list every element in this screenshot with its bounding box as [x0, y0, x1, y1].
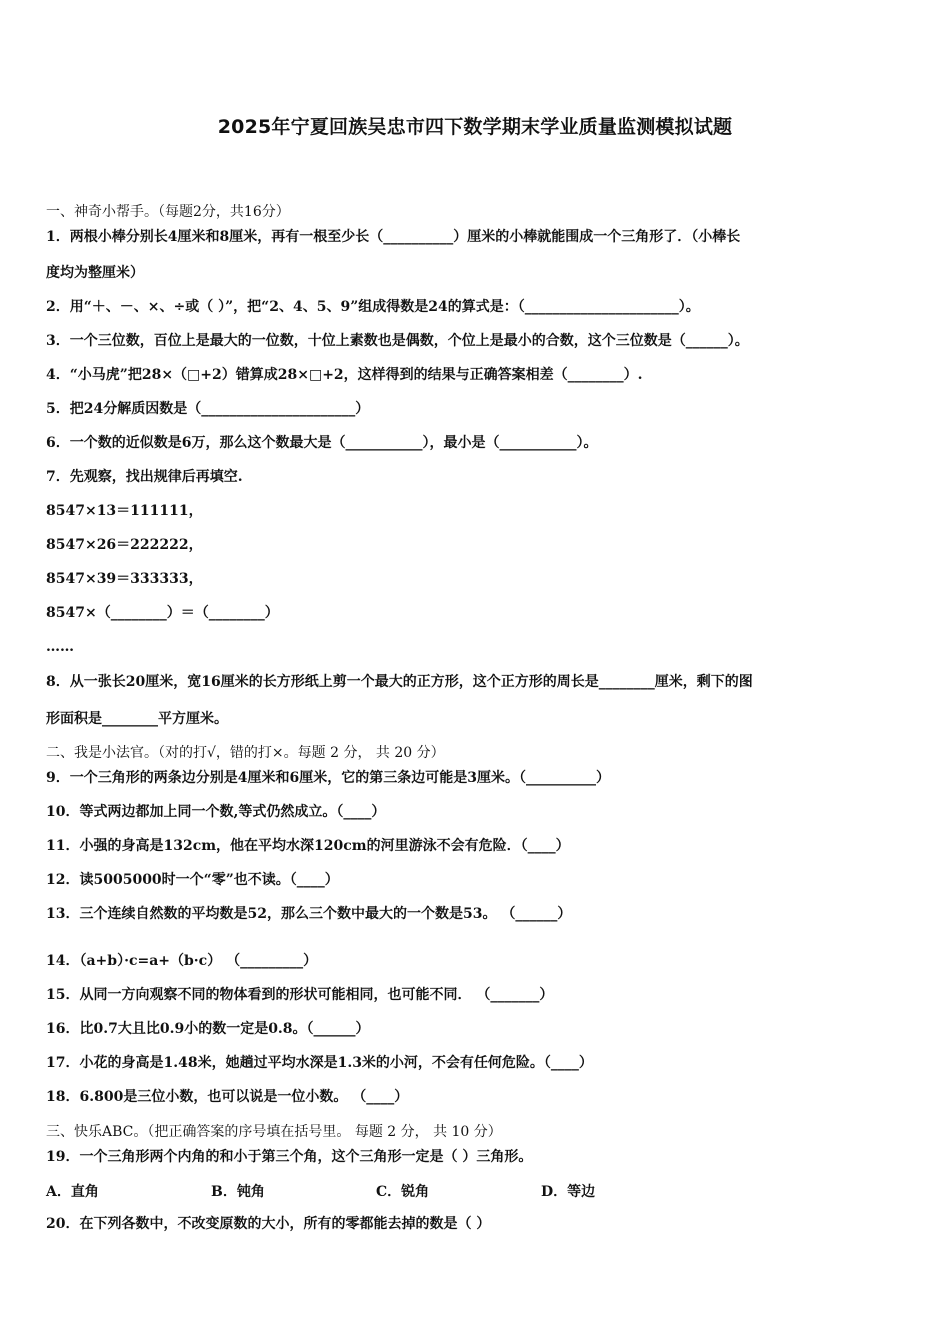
question-20: 20．在下列各数中，不改变原数的大小，所有的零都能去掉的数是（ ） [46, 1216, 491, 1232]
question-8-line-2: 形面积是________平方厘米。 [46, 711, 228, 727]
question-19-option-c: C．锐角 [376, 1184, 430, 1200]
question-10: 10．等式两边都加上同一个数,等式仍然成立。（____） [46, 804, 386, 820]
question-13: 13．三个连续自然数的平均数是52，那么三个数中最大的一个数是53。 （______） [46, 906, 572, 922]
question-17: 17．小花的身高是1.48米，她趟过平均水深是1.3米的小河，不会有任何危险。（____） [46, 1055, 593, 1071]
question-12: 12．读5005000时一个“零”也不读。（____） [46, 872, 339, 888]
question-5: 5．把24分解质因数是（______________________） [46, 401, 370, 417]
question-7-ellipsis: …… [46, 639, 74, 655]
question-19: 19．一个三角形两个内角的和小于第三个角，这个三角形一定是（ ）三角形。 [46, 1149, 533, 1165]
question-14: 14．（a+b）·c=a+（b·c） （_________） [46, 953, 318, 969]
question-7-pattern-4: 8547×（________）＝（________） [46, 605, 279, 621]
question-7-pattern-3: 8547×39＝333333， [46, 571, 203, 587]
page-title: 2025年宁夏回族吴忠市四下数学期末学业质量监测模拟试题 [217, 116, 733, 138]
question-11: 11．小强的身高是132cm，他在平均水深120cm的河里游泳不会有危险．（____） [46, 838, 570, 854]
question-15: 15．从同一方向观察不同的物体看到的形状可能相同，也可能不同． （_______） [46, 987, 554, 1003]
question-16: 16．比0.7大且比0.9小的数一定是0.8。（______） [46, 1021, 370, 1037]
question-7-pattern-1: 8547×13＝111111， [46, 503, 203, 519]
question-18: 18．6.800是三位小数，也可以说是一位小数。 （____） [46, 1089, 409, 1105]
question-2: 2．用“＋、－、×、÷或（ ）”，把“2、4、5、9”组成得数是24的算式是：（______________________）。 [46, 299, 700, 315]
question-19-option-d: D．等边 [541, 1184, 596, 1200]
question-1-line-1: 1．两根小棒分别长4厘米和8厘米，再有一根至少长（__________）厘米的小棒就能围成一个三角形了．（小棒长 [46, 229, 741, 245]
section-1-header: 一、神奇小帮手。（每题2分，共16分） [46, 204, 290, 220]
question-8-line-1: 8．从一张长20厘米，宽16厘米的长方形纸上剪一个最大的正方形，这个正方形的周长是________厘米，剩下的图 [46, 674, 753, 690]
question-4: 4．“小马虎”把28×（□+2）错算成28×□+2，这样得到的结果与正确答案相差（________）. [46, 367, 643, 383]
question-3: 3．一个三位数，百位上是最大的一位数，十位上素数也是偶数，个位上是最小的合数，这个三位数是（______）。 [46, 333, 749, 349]
section-3-header: 三、快乐ABC。（把正确答案的序号填在括号里。 每题 2 分， 共 10 分） [46, 1124, 502, 1140]
question-1-line-2: 度均为整厘米） [46, 265, 144, 281]
question-19-option-b: B．钝角 [211, 1184, 265, 1200]
question-7: 7．先观察，找出规律后再填空. [46, 469, 243, 485]
question-19-option-a: A．直角 [46, 1184, 99, 1200]
question-7-pattern-2: 8547×26＝222222， [46, 537, 203, 553]
question-9: 9．一个三角形的两条边分别是4厘米和6厘米，它的第三条边可能是3厘米。（__________） [46, 770, 610, 786]
section-2-header: 二、我是小法官。（对的打√，错的打×。每题 2 分， 共 20 分） [46, 745, 445, 761]
question-6: 6．一个数的近似数是6万，那么这个数最大是（___________），最小是（___________）。 [46, 435, 598, 451]
